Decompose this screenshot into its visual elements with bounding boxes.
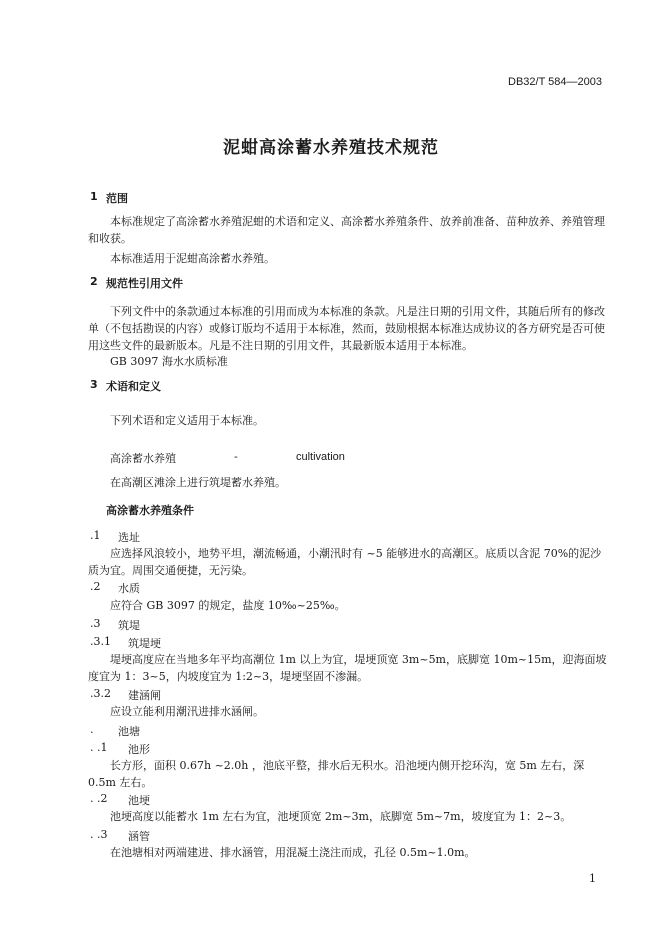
clause-4-4-3-number: . .3 [90, 828, 108, 841]
section-1-title: 范围 [106, 192, 128, 205]
clause-4-4-2-title: 池埂 [128, 794, 150, 807]
clause-4-3-title: 筑堤 [118, 619, 140, 632]
clause-4-2-title: 水质 [118, 582, 140, 595]
section-3-title: 术语和定义 [106, 380, 161, 393]
section-2-title: 规范性引用文件 [106, 277, 183, 290]
clause-4-4-1-text: 长方形，面积 0.67h ~2.0h ，池底平整，排水后无积水。沿池埂内侧开挖环沟，宽 5m 左右，深 0.5m 左右。 [88, 759, 585, 789]
clause-4-4-number: . [90, 723, 94, 736]
clause-4-2-number: .2 [90, 580, 101, 593]
clause-4-4-2-number: . .2 [90, 792, 108, 805]
section-1-number: 1 [90, 190, 98, 203]
clause-4-4-2-text: 池埂高度以能蓄水 1m 左右为宜，池埂顶宽 2m~3m，底脚宽 5m~7m，坡度宜为 1：2~3。 [110, 810, 572, 823]
standard-number: DB32/T 584—2003 [508, 76, 602, 88]
section-2-number: 2 [90, 275, 98, 288]
clause-4-4-1-number: . .1 [90, 741, 108, 754]
term-chinese: 高涂蓄水养殖 [110, 452, 176, 465]
clause-4-3-1-text: 堤埂高度应在当地多年平均高潮位 1m 以上为宜，堤埂顶宽 3m~5m，底脚宽 10m~15m，迎海面坡度宜为 1：3~5，内坡度宜为 1:2~3，堤埂坚固不渗漏。 [88, 653, 607, 683]
section-3-number: 3 [90, 378, 98, 391]
term-dash: - [234, 450, 238, 463]
clause-4-3-2-title: 建涵闸 [128, 689, 161, 702]
clause-4-3-2-number: .3.2 [90, 687, 111, 700]
clause-4-3-2-text: 应设立能利用潮汛进排水涵闸。 [110, 705, 264, 718]
clause-4-3-1-title: 筑堤埂 [128, 637, 161, 650]
document-title: 泥蚶高涂蓄水养殖技术规范 [223, 138, 439, 158]
term-definition: 在高潮区滩涂上进行筑堤蓄水养殖。 [110, 476, 286, 489]
section-4-title: 高涂蓄水养殖条件 [106, 504, 194, 517]
clause-4-4-3-title: 涵管 [128, 830, 150, 843]
section-1-paragraph-1: 本标准规定了高涂蓄水养殖泥蚶的术语和定义、高涂蓄水养殖条件、放养前准备、苗种放养、养殖管理和收获。 [88, 215, 605, 245]
clause-4-3-1-number: .3.1 [90, 635, 111, 648]
clause-4-1-number: .1 [90, 529, 101, 542]
term-english: cultivation [296, 451, 345, 463]
section-1-paragraph-2: 本标准适用于泥蚶高涂蓄水养殖。 [110, 252, 275, 265]
page-number: 1 [589, 872, 596, 885]
section-2-paragraph: 下列文件中的条款通过本标准的引用而成为本标准的条款。凡是注日期的引用文件，其随后所有的修改单（不包括勘误的内容）或修订版均不适用于本标准，然而，鼓励根据本标准达成协议的各方研究是否可使用这些文件的最新版本。凡是不注日期的引用文件，其最新版本适用于本标准。 [88, 305, 605, 352]
clause-4-1-text: 应选择风浪较小，地势平坦，潮流畅通，小潮汛时有 ~5 能够进水的高潮区。底质以含泥 70%的泥沙质为宜。周围交通便捷，无污染。 [88, 547, 602, 577]
clause-4-4-title: 池塘 [118, 725, 140, 738]
section-3-intro: 下列术语和定义适用于本标准。 [110, 414, 264, 427]
clause-4-4-3-text: 在池塘相对两端建进、排水涵管，用混凝土浇注而成，孔径 0.5m~1.0m。 [110, 846, 476, 859]
clause-4-2-text: 应符合 GB 3097 的规定，盐度 10‰~25‰。 [110, 599, 346, 612]
normative-reference: GB 3097 海水水质标准 [110, 355, 228, 368]
clause-4-1-title: 选址 [118, 531, 140, 544]
clause-4-3-number: .3 [90, 617, 101, 630]
clause-4-4-1-title: 池形 [128, 743, 150, 756]
